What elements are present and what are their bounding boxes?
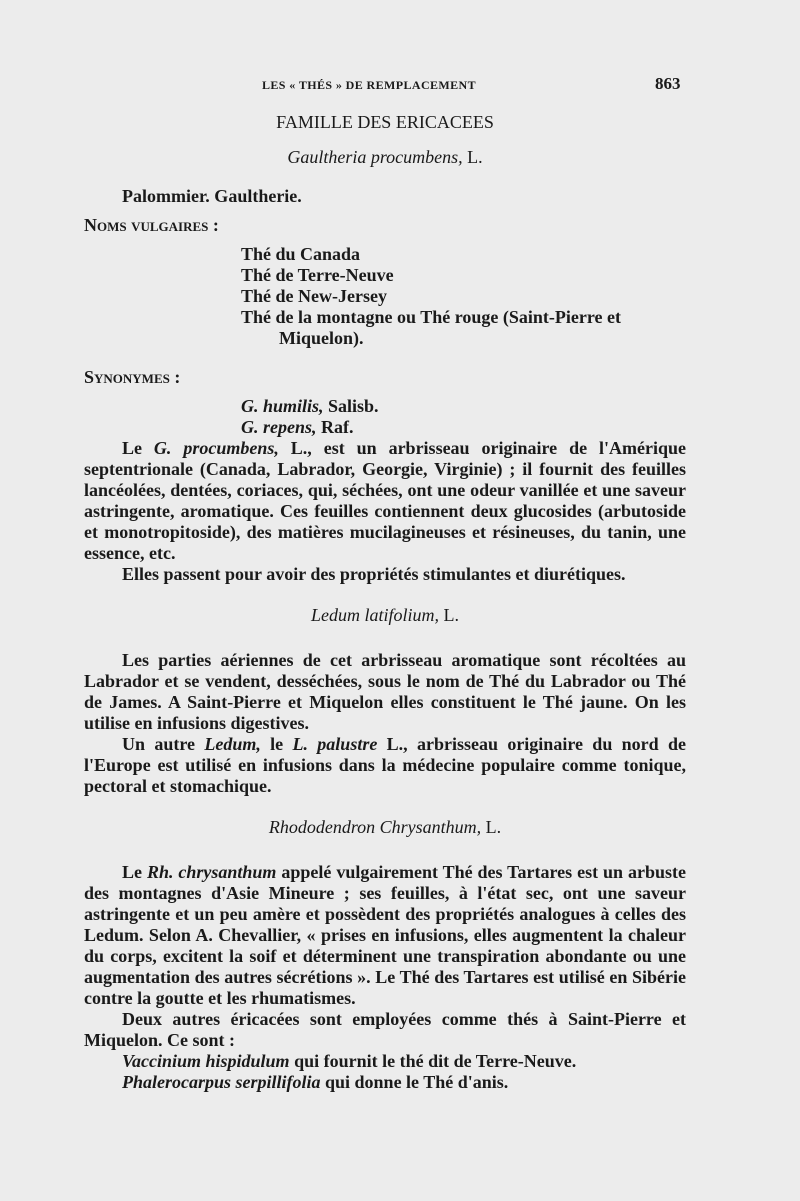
- species-name: Gaultheria procumbens,: [287, 147, 463, 167]
- species-name: Ledum latifolium,: [310, 605, 439, 625]
- text-run: qui donne le Thé d'anis.: [320, 1072, 509, 1092]
- synonym-name: G. repens,: [241, 417, 317, 437]
- paragraph: [84, 1051, 686, 1072]
- text-run: le: [260, 734, 293, 754]
- list-item: Thé de Terre-Neuve: [241, 265, 394, 285]
- species-inline: Rh. chrysanthum: [146, 862, 277, 882]
- paragraph: [84, 1072, 686, 1093]
- paragraph: [84, 862, 686, 1009]
- synonymes-label: Synonymes :: [84, 367, 181, 387]
- list-item: Thé de la montagne ou Thé rouge (Saint-Pierre et: [241, 307, 621, 327]
- common-names-line: Palommier. Gaultherie.: [122, 186, 302, 206]
- text-run: Le: [122, 438, 154, 458]
- paragraph: Les parties aériennes de cet arbrisseau aromatique sont récoltées au Labrador et se vendent, desséchées, sous le nom de Thé du Labrador ou Thé de James. A Saint-Pierre et Miquelon elles constituent le Thé jaune. On les utilise en infusions digestives.: [84, 650, 686, 733]
- text-run: Le: [122, 862, 147, 882]
- page-number: 863: [655, 74, 681, 93]
- paragraph: [84, 734, 686, 797]
- species-inline: Phalerocarpus serpillifolia: [122, 1072, 321, 1092]
- paragraph: [84, 438, 686, 564]
- synonyms-list: [241, 396, 686, 438]
- text-run: appelé vulgairement Thé des Tartares est un arbuste des montagnes d'Asie Mineure ; ses feuilles, à l'état sec, ont une saveur astringente et un peu amère et possèdent des propriétés analogues à celles des Ledum. Selon A. Chevallier, « prises en infusions, elles augmentent la chaleur du corps, excitent la soif et déterminent une transpiration abondante ou une augmentation des autres sécrétions ». Le Thé des Tartares est utilisé en Sibérie contre la goutte et les rhumatismes.: [84, 862, 686, 1008]
- species-inline: Ledum,: [204, 734, 261, 754]
- synonym-name: G. humilis,: [241, 396, 324, 416]
- family-title: FAMILLE DES ERICACEES: [276, 112, 494, 132]
- species-author: L.: [467, 147, 483, 167]
- list-item: Miquelon).: [279, 328, 364, 348]
- species-name: Rhododendron Chrysanthum,: [268, 817, 482, 837]
- list-item: Thé du Canada: [241, 244, 361, 264]
- paragraph: Elles passent pour avoir des propriétés stimulantes et diurétiques.: [122, 564, 626, 584]
- paragraph: Deux autres éricacées sont employées comme thés à Saint-Pierre et Miquelon. Ce sont :: [84, 1009, 686, 1050]
- synonym-author: Raf.: [321, 417, 354, 437]
- text-run: Un autre: [122, 734, 205, 754]
- page-header: [0, 70, 800, 100]
- text-run: L., arbrisseau originaire du nord de l'Europe est utilisé en infusions dans la médecine populaire comme tonique, pectoral et stomachique.: [84, 734, 686, 796]
- species-heading-ledum: [84, 605, 686, 626]
- text-run: L., est un arbrisseau originaire de l'Amérique septentrionale (Canada, Labrador, Georgie, Virginie) ; il fournit des feuilles lancéolées, dentées, coriaces, qui, séchées, ont une odeur vanillée et une saveur astringente, aromatique. Ces feuilles contiennent deux glucosides (arbutoside et monotropitoside), des matières mucilagineuses et résineuses, du tanin, une essence, etc.: [84, 438, 686, 563]
- species-author: L.: [485, 817, 502, 837]
- species-inline: L. palustre: [292, 734, 378, 754]
- noms-vulgaires-label: Noms vulgaires :: [84, 215, 219, 235]
- running-title: LES « THÉS » DE REMPLACEMENT: [262, 78, 477, 92]
- synonym-author: Salisb.: [328, 396, 379, 416]
- noms-vulgaires-list: [241, 244, 686, 349]
- page-body: [84, 110, 686, 1093]
- species-inline: Vaccinium hispidulum: [122, 1051, 290, 1071]
- list-item: Thé de New-Jersey: [241, 286, 387, 306]
- species-heading-gaultheria: [84, 147, 686, 168]
- species-inline: G. procumbens,: [153, 438, 279, 458]
- list-item: [241, 396, 686, 417]
- text-run: qui fournit le thé dit de Terre-Neuve.: [289, 1051, 577, 1071]
- list-item: [241, 417, 686, 438]
- species-author: L.: [443, 605, 459, 625]
- species-heading-rhododendron: [84, 817, 686, 838]
